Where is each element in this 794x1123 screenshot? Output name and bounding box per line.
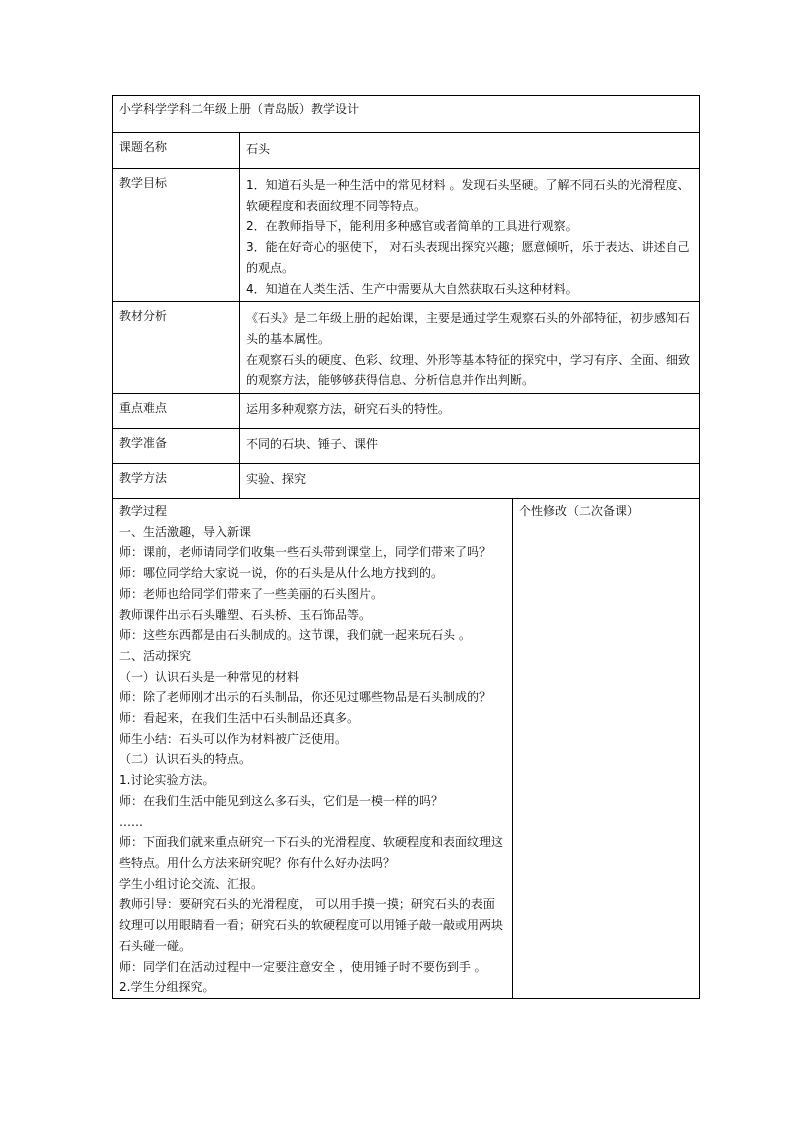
row-content-key-points [240, 394, 700, 429]
process-line: 师：课前，老师请同学们收集一些石头带到课堂上，同学们带来了吗？ [119, 545, 492, 560]
process-cell [113, 499, 513, 999]
process-line: （一）认识石头是一种常见的材料 [119, 669, 300, 684]
row-content-methods [240, 464, 700, 499]
goal-item: 4．知道在人类生活、生产中需要从大自然获取石头这种材料。 [246, 281, 578, 296]
process-heading: 教学过程 [119, 504, 168, 519]
row-content-topic [240, 133, 700, 169]
process-line: 师：这些东西都是由石头制成的。这节课，我们就一起来玩石头 。 [119, 628, 471, 643]
process-line: 学生小组讨论交流、汇报。 [119, 876, 264, 891]
revision-notes-cell [513, 499, 700, 999]
process-line: 2.学生分组探究。 [119, 980, 215, 995]
process-line: 教师课件出示石头雕塑、石头桥、玉石饰品等。 [119, 607, 372, 622]
row-label-topic: 课题名称 [113, 133, 240, 169]
revision-notes-heading: 个性修改（二次备课） [519, 504, 640, 519]
row-content-goals [240, 169, 700, 302]
process-line: 师：哪位同学给大家说一说，你的石头是从什么地方找到的。 [119, 566, 444, 581]
goal-item: 1．知道石头是一种生活中的常见材料 。发现石头坚硬。了解不同石头的光滑程度、软硬程度和表面纹理不同等特点。 [246, 178, 690, 213]
process-line: 师：看起来，在我们生活中石头制品还真多。 [119, 711, 360, 726]
process-line: …… [119, 814, 143, 829]
process-line: 师：在我们生活中能见到这么多石头，它们是一模一样的吗？ [119, 793, 444, 808]
row-label-methods: 教学方法 [113, 464, 240, 499]
title-row [113, 96, 700, 133]
process-line: 教师引导：要研究石头的光滑程度， 可以用手摸一摸；研究石头的表面纹理可以用眼睛看一看；研究石头的软硬程度可以用锤子敲一敲或用两块石头碰一碰。 [119, 897, 504, 953]
row-label-material-analysis: 教材分析 [113, 302, 240, 394]
process-line: 二、活动探究 [119, 648, 192, 663]
row-topic [113, 133, 700, 169]
process-line: 师：除了老师刚才出示的石头制品，你还见过哪些物品是石头制成的？ [119, 690, 492, 705]
row-label-key-points: 重点难点 [113, 394, 240, 429]
row-label-preparation: 教学准备 [113, 429, 240, 464]
process-line: 师：老师也给同学们带来了一些美丽的石头图片。 [119, 586, 384, 601]
document-title: 小学科学学科二年级上册（青岛版）教学设计 [113, 96, 700, 133]
lesson-plan-document [112, 95, 699, 999]
analysis-paragraph: 在观察石头的硬度、色彩、纹理、外形等基本特征的探究中，学习有序、全面、细致的观察方法，能够够获得信息、分析信息并作出判断。 [246, 352, 691, 388]
process-line: 一、生活激趣，导入新课 [119, 524, 252, 539]
row-key-points [113, 394, 700, 429]
process-line: （二）认识石头的特点。 [119, 752, 252, 767]
process-line: 师：下面我们就来重点研究一下石头的光滑程度、软硬程度和表面纹理这些特点。用什么方法来研究呢？你有什么好办法吗？ [119, 835, 504, 870]
topic-text: 石头 [246, 142, 271, 156]
lesson-plan-table [112, 95, 700, 999]
key-points-text: 运用多种观察方法，研究石头的特性。 [246, 402, 451, 417]
goal-item: 2．在教师指导下，能利用多种感官或者简单的工具进行观察。 [246, 219, 578, 234]
row-methods [113, 464, 700, 499]
row-material-analysis [113, 302, 700, 394]
row-content-material-analysis [240, 302, 700, 394]
row-label-goals: 教学目标 [113, 169, 240, 302]
process-line: 师生小结：石头可以作为材料被广泛使用。 [119, 731, 348, 746]
process-line: 师：同学们在活动过程中一定要注意安全 ，使用锤子时不要伤到手 。 [119, 959, 487, 974]
process-line: 1.讨论实验方法。 [119, 773, 215, 788]
row-process [113, 499, 700, 999]
methods-text: 实验、探究 [246, 472, 307, 487]
preparation-text: 不同的石块、锤子、课件 [246, 437, 379, 452]
goal-item: 3．能在好奇心的驱使下， 对石头表现出探究兴趣；愿意倾听，乐于表达、讲述自己的观点。 [246, 240, 690, 275]
analysis-paragraph: 《石头》是二年级上册的起始课，主要是通过学生观察石头的外部特征，初步感知石头的基本属性。 [246, 311, 691, 346]
row-preparation [113, 429, 700, 464]
row-goals [113, 169, 700, 302]
row-content-preparation [240, 429, 700, 464]
